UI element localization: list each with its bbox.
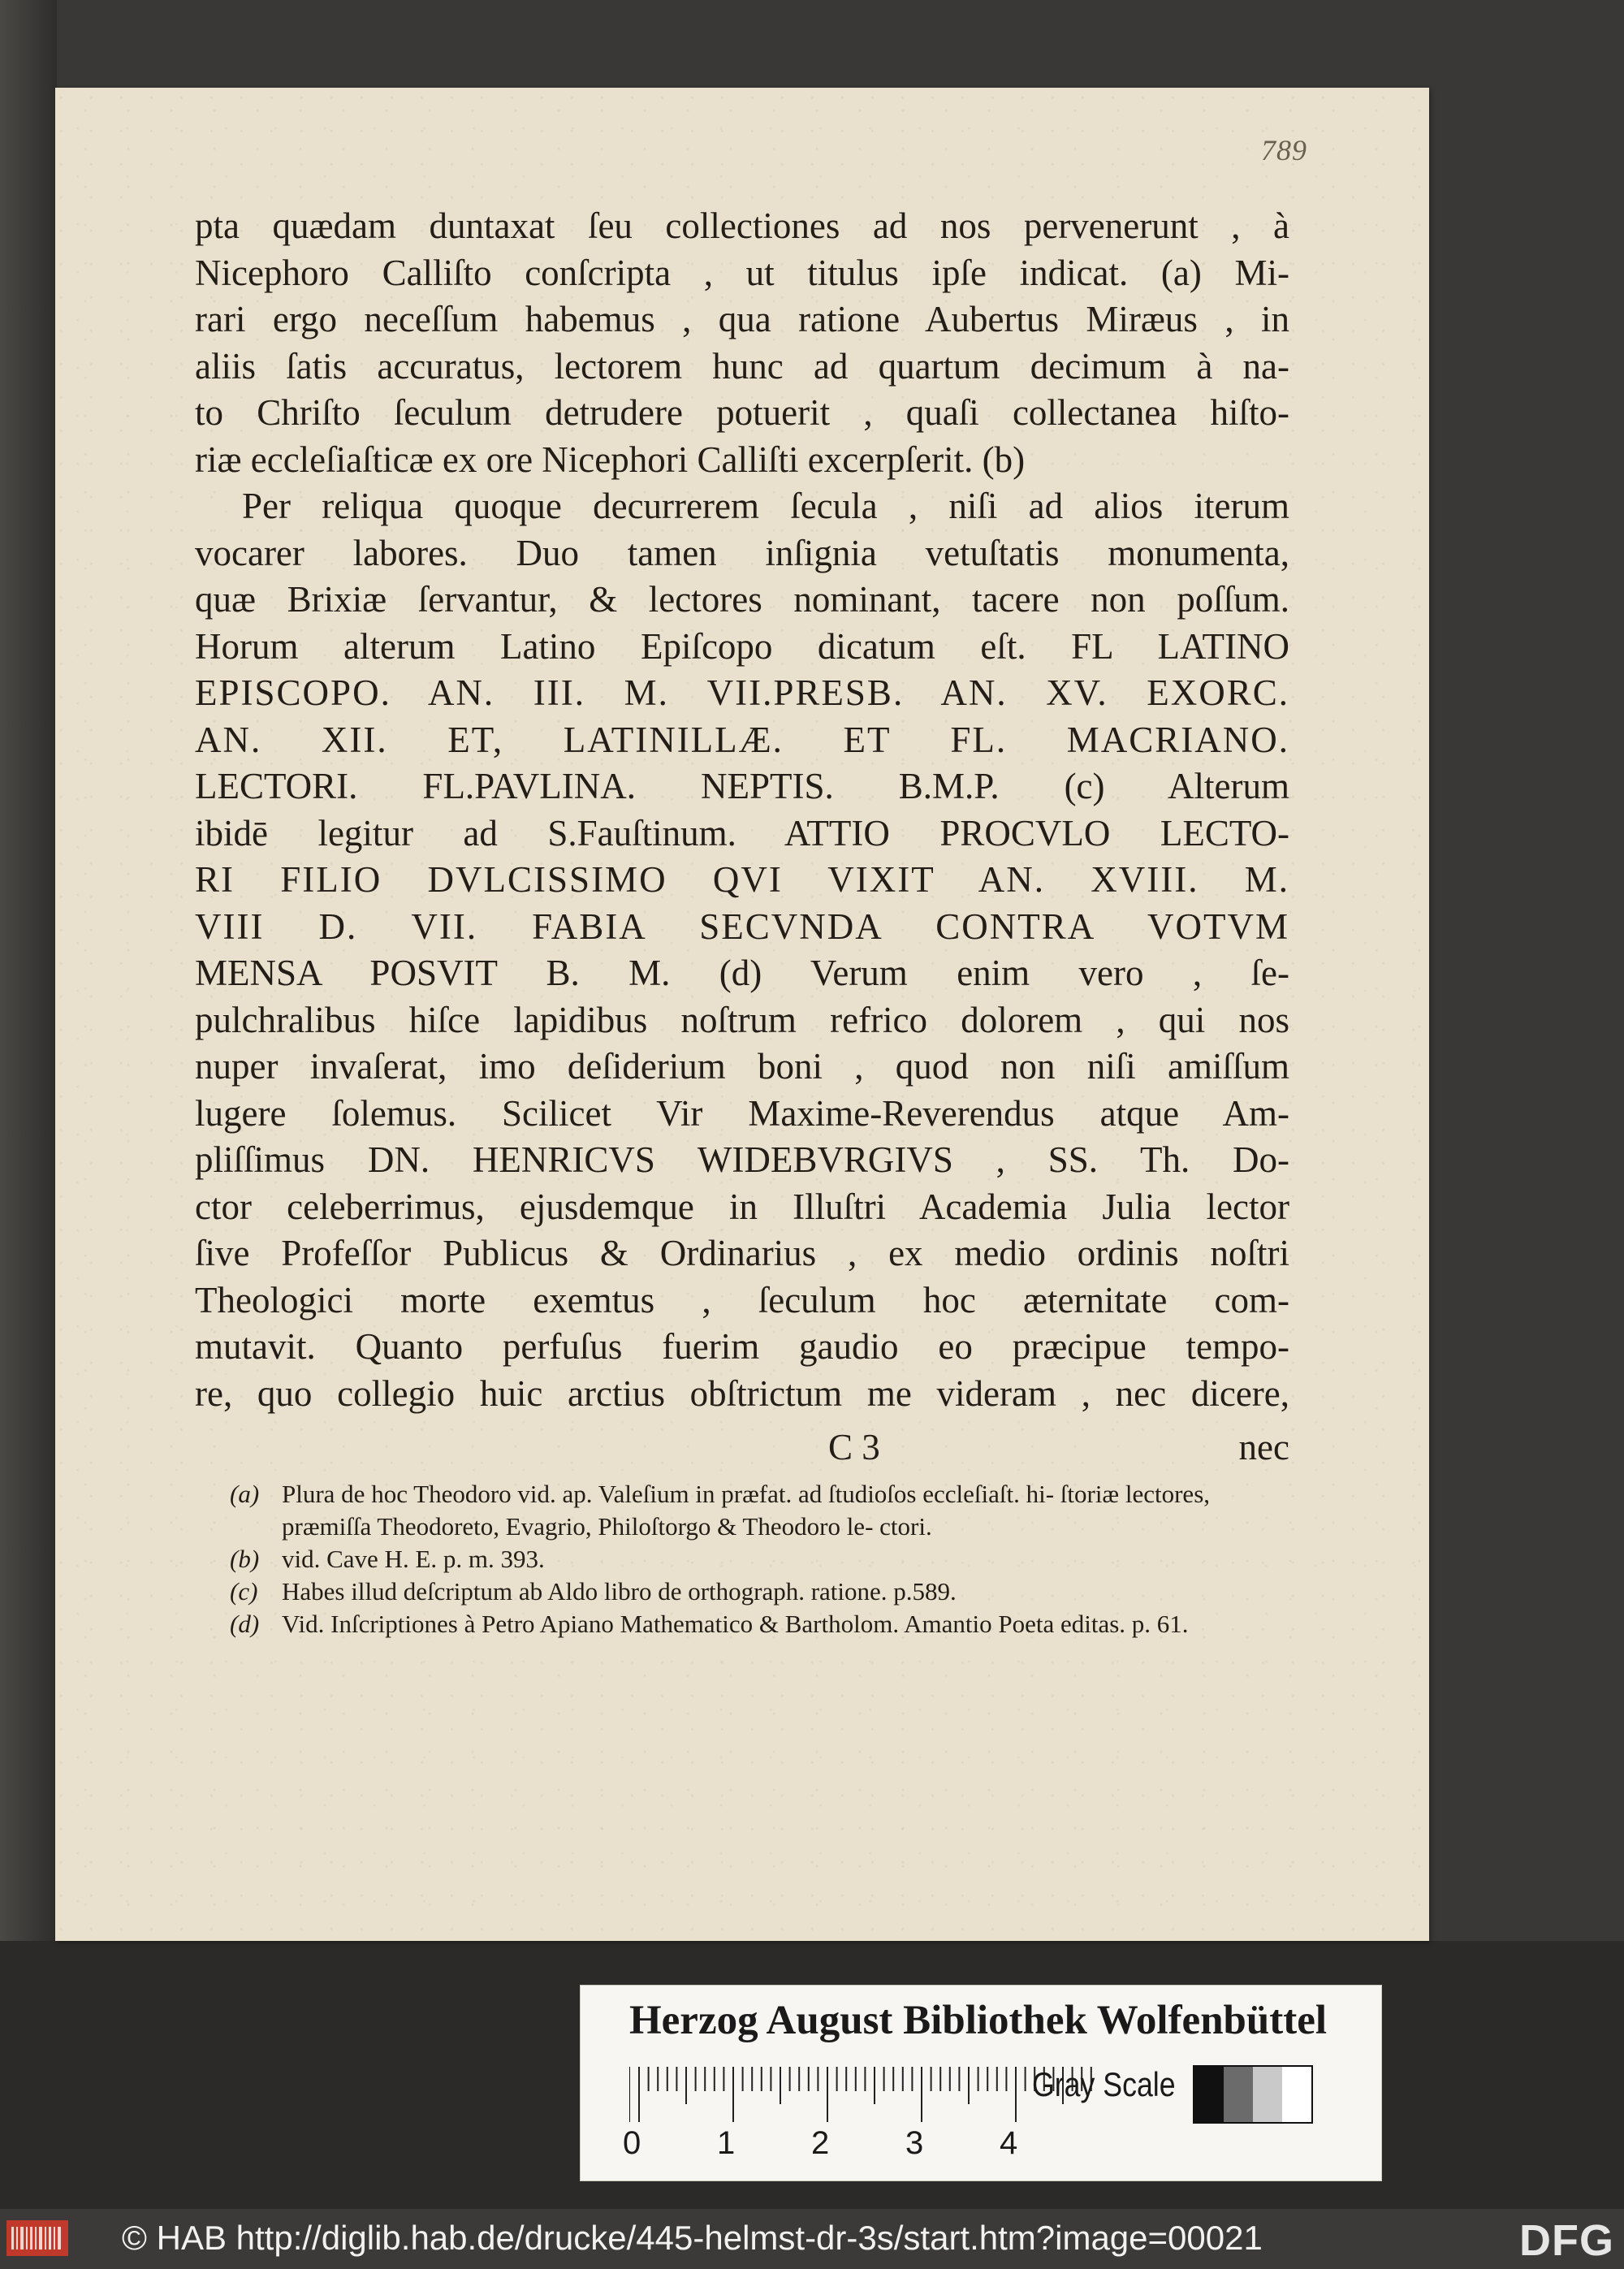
- text-line: Per reliqua quoque decurrerem ſecula , niſi ad alios iterum: [242, 486, 1289, 526]
- catch-line: [195, 1426, 1289, 1473]
- footnote-mark: (b): [230, 1545, 260, 1573]
- text-line: re, quo collegio huic arctius obſtrictum me videram , nec dicere,: [195, 1372, 1289, 1414]
- text-line: quæ Brixiæ ſervantur, & lectores nominant, tacere non poſſum.: [195, 579, 1289, 620]
- ruler-number: 2: [811, 2125, 830, 2161]
- color-calibration-target: [580, 1985, 1382, 2181]
- source-url: © HAB http://diglib.hab.de/drucke/445-helmst-dr-3s/start.htm?image=00021: [122, 2219, 1263, 2257]
- footer-bar: [0, 2209, 1624, 2269]
- text-line: ctor celeberrimus, ejusdemque in Illuſtri Academia Julia lector: [195, 1186, 1289, 1227]
- ruler-icon: [629, 2067, 1100, 2122]
- ruler-numbers: [623, 2125, 1159, 2166]
- ruler-number: 1: [717, 2125, 736, 2161]
- text-line: ſive Profeſſor Publicus & Ordinarius , ex medio ordinis noſtri: [195, 1233, 1289, 1273]
- text-line: mutavit. Quanto perfuſus fuerim gaudio eo præcipue tempo-: [195, 1326, 1289, 1367]
- text-line: pulchralibus hiſce lapidibus noſtrum refrico dolorem , qui nos: [195, 999, 1289, 1040]
- footnote-text: Habes illud deſcriptum ab Aldo libro de orthograph. ratione. p.589.: [282, 1577, 957, 1606]
- footnotes: [230, 1478, 1277, 1640]
- gray-scale-swatches: [1193, 2065, 1313, 2124]
- inscription-line: EPISCOPO. AN. III. M. VII.PRESB. AN. XV. EXORC.: [195, 672, 1289, 713]
- library-name: Herzog August Bibliothek Wolfenbüttel: [629, 1998, 1328, 2043]
- footnote-mark: (a): [230, 1480, 260, 1508]
- body-text: [195, 203, 1289, 1417]
- footnote: [230, 1575, 1277, 1608]
- text-line: pta quædam duntaxat ſeu collectiones ad nos pervenerunt , à: [195, 205, 1289, 246]
- barcode-icon: [6, 2220, 68, 2256]
- footnote: [230, 1608, 1277, 1640]
- text-line: Nicephoro Calliſto conſcripta , ut titulus ipſe indicat. (a) Mi-: [195, 252, 1289, 293]
- gray-swatch: [1282, 2067, 1311, 2122]
- gray-swatch: [1194, 2067, 1224, 2122]
- text-line: MENSA POSVIT B. M. (d) Verum enim vero , ſe-: [195, 953, 1289, 993]
- text-line: riæ eccleſiaſticæ ex ore Nicephori Calliſti excerpſerit. (b): [195, 439, 1026, 480]
- footnote-text: Vid. Inſcriptiones à Petro Apiano Mathematico & Bartholom. Amantio Poeta editas. p. 61.: [282, 1610, 1189, 1638]
- catchword: nec: [1238, 1427, 1289, 1467]
- footnote-text: vid. Cave H. E. p. m. 393.: [282, 1545, 545, 1573]
- inscription-line: LECTORI. FL.PAVLINA. NEPTIS. B.M.P. (c) Alterum: [195, 766, 1289, 806]
- inscription-line: ibidē legitur ad S.Fauſtinum. ATTIO PROCVLO LECTO-: [195, 812, 1289, 854]
- dfg-logo: DFG: [1519, 2216, 1614, 2265]
- text-line: nuper invaſerat, imo deſiderium boni , quod non niſi amiſſum: [195, 1046, 1289, 1087]
- book-page: [55, 88, 1429, 1941]
- text-line: Horum alterum Latino Epiſcopo dicatum eſt. FL LATINO: [195, 625, 1289, 667]
- scanner-backdrop-left: [0, 0, 57, 2269]
- signature-mark: C 3: [828, 1427, 880, 1467]
- footnote-mark: (c): [230, 1577, 258, 1606]
- gray-swatch: [1253, 2067, 1282, 2122]
- ruler-number: 3: [905, 2125, 924, 2161]
- footnote-mark: (d): [230, 1610, 260, 1638]
- gray-swatch: [1224, 2067, 1253, 2122]
- gray-scale-label: Gray Scale: [1032, 2065, 1176, 2103]
- inscription-line: AN. XII. ET, LATINILLÆ. ET FL. MACRIANO.: [195, 719, 1289, 760]
- text-line: Theologici morte exemtus , ſeculum hoc æternitate com-: [195, 1279, 1289, 1320]
- text-line: lugere ſolemus. Scilicet Vir Maxime-Reverendus atque Am-: [195, 1092, 1289, 1134]
- ruler-number: 4: [1000, 2125, 1018, 2161]
- footnote: [230, 1543, 1277, 1575]
- text-line: pliſſimus DN. HENRICVS WIDEBVRGIVS , SS. Th. Do-: [195, 1139, 1289, 1180]
- footnote: [230, 1478, 1277, 1543]
- inscription-line: RI FILIO DVLCISSIMO QVI VIXIT AN. XVIII. M.: [195, 859, 1289, 900]
- text-line: to Chriſto ſeculum detrudere potuerit , quaſi collectanea hiſto-: [195, 392, 1289, 433]
- text-line: vocarer labores. Duo tamen inſignia vetuſtatis monumenta,: [195, 532, 1289, 573]
- folio-number: 789: [1261, 134, 1307, 166]
- ruler-number: 0: [623, 2125, 641, 2161]
- footnote-text: Plura de hoc Theodoro vid. ap. Valeſium in præfat. ad ſtudioſos eccleſiaſt. hi- ſtoriæ lectores, præmiſſa Theodoreto, Evagrio, Philoſtorgo & Theodoro le- ctori.: [282, 1480, 1211, 1541]
- text-line: rari ergo neceſſum habemus , qua ratione Aubertus Miræus , in: [195, 299, 1289, 339]
- text-line: aliis ſatis accuratus, lectorem hunc ad quartum decimum à na-: [195, 345, 1289, 387]
- inscription-line: VIII D. VII. FABIA SECVNDA CONTRA VOTVM: [195, 905, 1289, 947]
